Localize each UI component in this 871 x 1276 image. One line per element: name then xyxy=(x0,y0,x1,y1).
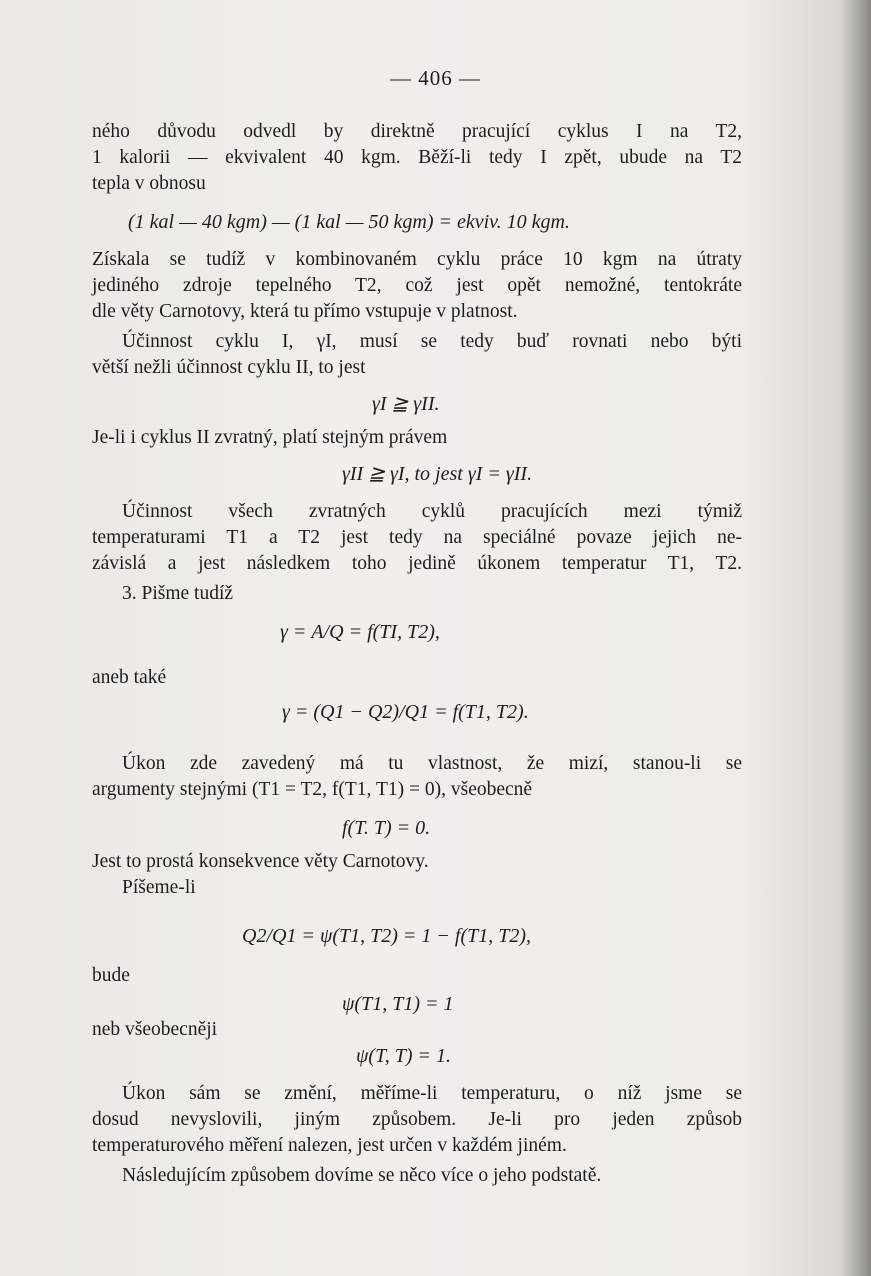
page-number: — 406 — xyxy=(390,66,481,90)
equation-6: f(T. T) = 0. xyxy=(342,817,431,839)
text-line: ného důvodu odvedl by direktně pracující cyklus I na T2, xyxy=(92,121,742,142)
text-line: temperaturového měření nalezen, jest určen v každém jiném. xyxy=(92,1135,567,1156)
text-line: 1 kalorii — ekvivalent 40 kgm. Běží-li tedy I zpět, ubude na T2 xyxy=(92,147,742,168)
text-line: neb všeobecněji xyxy=(92,1019,218,1040)
equation-8: ψ(T1, T1) = 1 xyxy=(342,993,454,1015)
equation-3: γII ≧ γI, to jest γI = γII. xyxy=(342,463,533,485)
text-line: 3. Pišme tudíž xyxy=(122,583,234,604)
text-line: Následujícím způsobem dovíme se něco více o jeho podstatě. xyxy=(122,1165,602,1186)
text-line: tepla v obnosu xyxy=(92,173,206,194)
text-line: závislá a jest následkem toho jedině úkonem temperatur T1, T2. xyxy=(92,553,742,574)
text-line: Účinnost cyklu I, γI, musí se tedy buď rovnati nebo býti xyxy=(122,331,742,352)
text-line: Úkon zde zavedený má tu vlastnost, že mizí, stanou-li se xyxy=(122,753,742,774)
book-spine-shadow xyxy=(841,0,871,1276)
text-line: dosud nevyslovili, jiným způsobem. Je-li pro jeden způsob xyxy=(92,1109,742,1130)
text-line: Účinnost všech zvratných cyklů pracujících mezi týmiž xyxy=(122,501,742,522)
text-line: bude xyxy=(92,965,130,986)
text-line: temperaturami T1 a T2 jest tedy na speciálné povaze jejich ne- xyxy=(92,527,742,548)
equation-1: (1 kal — 40 kgm) — (1 kal — 50 kgm) = ekviv. 10 kgm. xyxy=(128,211,570,233)
text-line: aneb také xyxy=(92,667,167,688)
text-line: Jest to prostá konsekvence věty Carnotovy. xyxy=(92,851,429,872)
text-line: Je-li i cyklus II zvratný, platí stejným právem xyxy=(92,427,448,448)
text-line: větší nežli účinnost cyklu II, to jest xyxy=(92,357,366,378)
text-line: Úkon sám se změní, měříme-li temperaturu, o níž jsme se xyxy=(122,1083,742,1104)
equation-9: ψ(T, T) = 1. xyxy=(356,1045,451,1067)
equation-5: γ = (Q1 − Q2)/Q1 = f(T1, T2). xyxy=(282,701,529,723)
text-line: jediného zdroje tepelného T2, což jest opět nemožné, tentokráte xyxy=(92,275,742,296)
equation-7: Q2/Q1 = ψ(T1, T2) = 1 − f(T1, T2), xyxy=(242,925,532,947)
text-line: dle věty Carnotovy, která tu přímo vstupuje v platnost. xyxy=(92,301,518,322)
text-line: argumenty stejnými (T1 = T2, f(T1, T1) = 0), všeobecně xyxy=(92,779,533,800)
equation-2: γI ≧ γII. xyxy=(372,393,440,415)
equation-4: γ = A/Q = f(TI, T2), xyxy=(280,621,440,643)
text-line: Píšeme-li xyxy=(122,877,196,898)
text-line: Získala se tudíž v kombinovaném cyklu práce 10 kgm na útraty xyxy=(92,249,742,270)
